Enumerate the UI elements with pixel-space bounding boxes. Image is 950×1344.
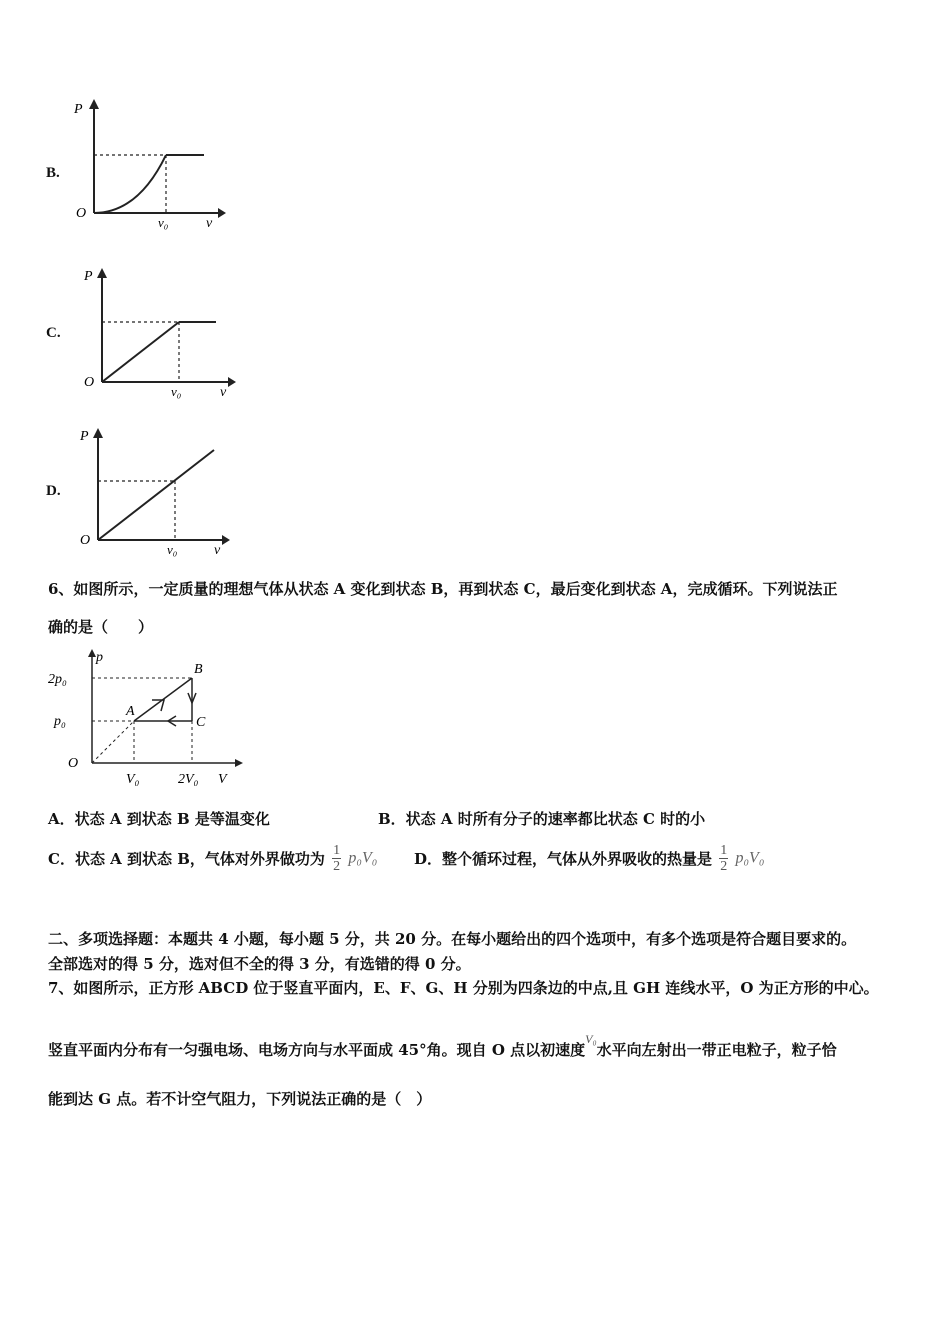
section2-heading-line2: 全部选对的得 5 分，选对但不全的得 3 分，有选错的得 0 分。 [48, 955, 471, 973]
graph-d-origin: O [80, 533, 91, 548]
q6-pv-diagram [40, 645, 250, 790]
q6-option-d-pv: p₀V₀ [735, 849, 765, 867]
graph-c-tick: v₀ [171, 384, 182, 399]
q6-point-c: C [196, 715, 206, 730]
q6-tick-p0: p₀ [54, 714, 66, 729]
q6-axis-v: V [218, 772, 227, 787]
q6-axis-p: p [96, 650, 103, 665]
q6-stem-line2: 确的是（ ） [48, 618, 154, 636]
q7-stem-line2 [48, 1032, 837, 1060]
graph-b-origin: O [76, 206, 87, 221]
graph-d-x-label: v [214, 543, 221, 558]
section2-heading-line1: 二、多项选择题：本题共 4 小题，每小题 5 分，共 20 分。在每小题给出的四个选项中，有多个选项是符合题目要求的。 [48, 930, 857, 948]
graph-c-y-label: P [84, 269, 93, 284]
q6-origin: O [68, 756, 79, 771]
graph-d-y-label: P [80, 429, 89, 444]
q6-point-a: A [126, 704, 135, 719]
q6-option-b: B．状态 A 时所有分子的速率都比状态 C 时的小 [378, 810, 706, 828]
graph-d [72, 420, 232, 560]
graph-c [76, 262, 236, 402]
q6-option-a: A．状态 A 到状态 B 是等温变化 [48, 810, 270, 828]
q6-option-c-text: C．状态 A 到状态 B，气体对外界做功为 [48, 850, 325, 868]
q6-point-b: B [194, 662, 203, 677]
option-d-label: D. [46, 483, 61, 499]
q7-stem-line2-part2: 水平向左射出一带正电粒子，粒子恰 [596, 1041, 837, 1059]
graph-b-y-label: P [74, 102, 83, 117]
graph-d-tick: v₀ [167, 542, 178, 557]
q6-option-d [414, 843, 764, 874]
graph-b [68, 95, 228, 235]
option-b-label: B. [46, 165, 60, 181]
q6-tick-v0: V₀ [126, 772, 140, 787]
q6-option-c [48, 843, 377, 874]
q6-option-c-fraction: $\frac{1}{2}$ [333, 843, 341, 874]
q7-stem-line3: 能到达 G 点。若不计空气阻力，下列说法正确的是（ ） [48, 1090, 432, 1108]
q6-tick-2p0: 2p₀ [48, 672, 67, 687]
graph-b-x-label: v [206, 216, 213, 231]
q7-stem-line1: 7、如图所示，正方形 ABCD 位于竖直平面内，E、F、G、H 分别为四条边的中点,且 GH 连线水平，O 为正方形的中心。 [48, 979, 879, 997]
q6-stem-line1: 6、如图所示，一定质量的理想气体从状态 A 变化到状态 B，再到状态 C，最后变化到状态 A，完成循环。下列说法正 [48, 580, 838, 598]
q6-tick-2v0: 2V₀ [178, 772, 199, 787]
graph-c-origin: O [84, 375, 95, 390]
graph-c-x-label: v [220, 385, 227, 400]
graph-b-tick: v₀ [158, 215, 169, 230]
q7-v0-symbol: V₀ [585, 1032, 597, 1046]
q7-stem-line2-part1: 竖直平面内分布有一匀强电场、电场方向与水平面成 45°角。现自 O 点以初速度 [48, 1041, 586, 1059]
q6-option-d-fraction: $\frac{1}{2}$ [720, 843, 728, 874]
q6-option-c-pv: p₀V₀ [348, 849, 378, 867]
q6-option-d-text: D．整个循环过程，气体从外界吸收的热量是 [414, 850, 713, 868]
option-c-label: C. [46, 325, 61, 341]
